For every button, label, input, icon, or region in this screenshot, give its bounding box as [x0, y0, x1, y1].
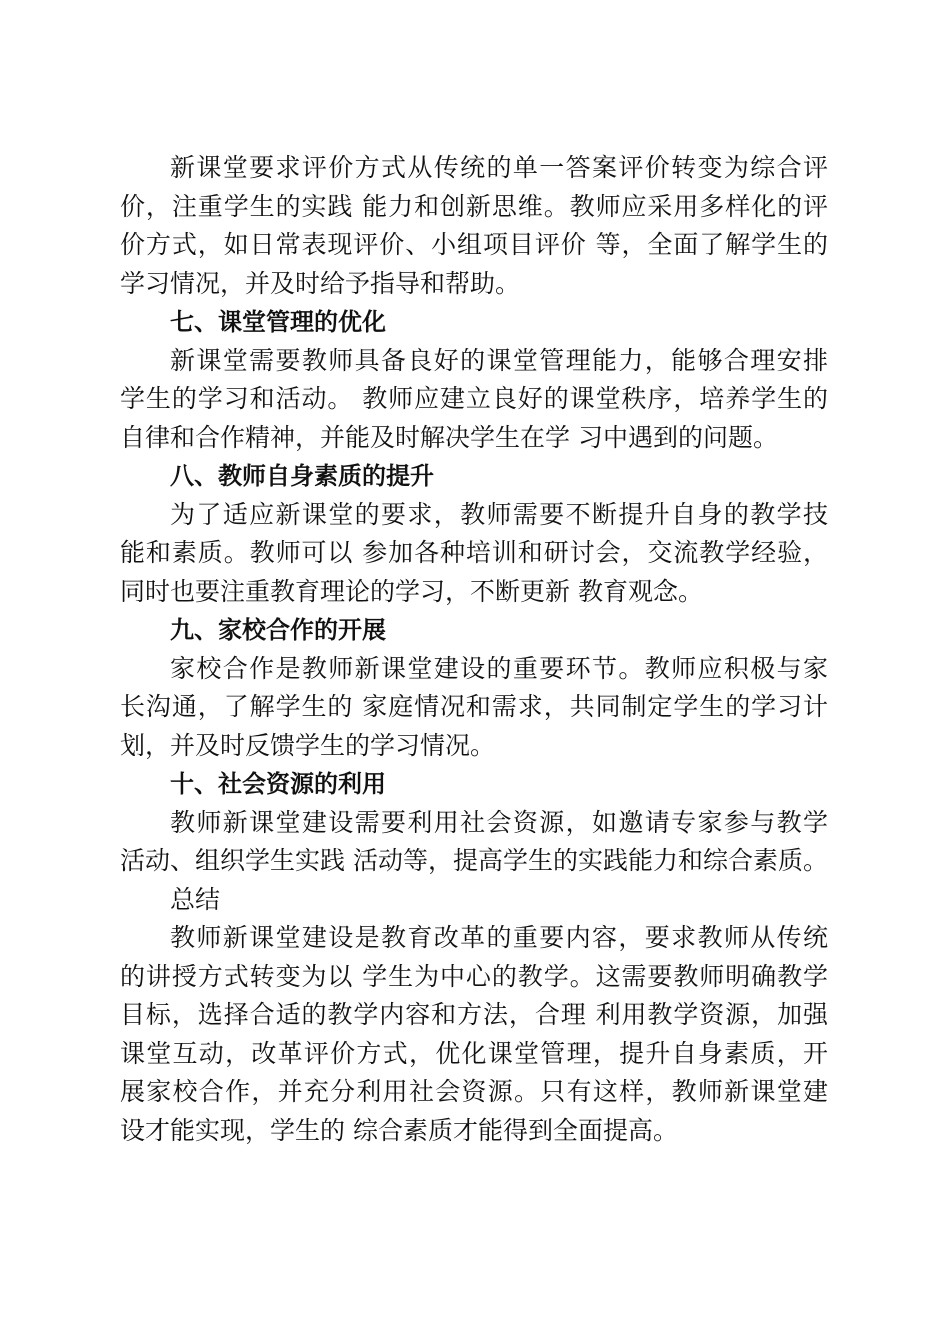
document-body [120, 149, 840, 1150]
paragraph-line: 教师新课堂建设需要利用社会资源，如邀请专家参与教学 [170, 807, 828, 837]
section-heading-10: 十、社会资源的利用 [170, 770, 386, 798]
section-heading-7: 七、课堂管理的优化 [170, 308, 386, 336]
paragraph-line: 学生的学习和活动。 教师应建立良好的课堂秩序，培养学生的 [120, 384, 828, 413]
paragraph-line: 课堂互动，改革评价方式，优化课堂管理，提升自身素质，开 [120, 1038, 828, 1068]
summary-heading: 总结 [170, 884, 221, 914]
paragraph-line: 新课堂要求评价方式从传统的单一答案评价转变为综合评 [170, 153, 828, 182]
paragraph-line: 学习情况，并及时给予指导和帮助。 [120, 268, 521, 298]
paragraph-line: 的讲授方式转变为以 学生为中心的教学。这需要教师明确教学 [120, 961, 828, 991]
paragraph-line: 家校合作是教师新课堂建设的重要环节。教师应积极与家 [170, 653, 828, 683]
paragraph-line: 自律和合作精神，并能及时解决学生在学 习中遇到的问题。 [120, 422, 778, 452]
paragraph-line: 价，注重学生的实践 能力和创新思维。教师应采用多样化的评 [120, 191, 828, 221]
paragraph-line: 教师新课堂建设是教育改革的重要内容，要求教师从传统 [170, 923, 828, 952]
paragraph-line: 设才能实现，学生的 综合素质才能得到全面提高。 [120, 1115, 678, 1145]
paragraph-line: 新课堂需要教师具备良好的课堂管理能力，能够合理安排 [170, 345, 828, 375]
paragraph-line: 展家校合作，并充分利用社会资源。只有这样，教师新课堂建 [120, 1077, 828, 1106]
section-heading-8: 八、教师自身素质的提升 [170, 462, 434, 490]
paragraph-line: 划，并及时反馈学生的学习情况。 [120, 730, 496, 760]
paragraph-line: 长沟通，了解学生的 家庭情况和需求，共同制定学生的学习计 [120, 692, 828, 721]
paragraph-line: 价方式，如日常表现评价、小组项目评价 等，全面了解学生的 [120, 230, 828, 259]
section-heading-9: 九、家校合作的开展 [170, 616, 386, 644]
paragraph-line: 能和素质。教师可以 参加各种培训和研讨会，交流教学经验， [120, 538, 828, 567]
paragraph-line: 为了适应新课堂的要求，教师需要不断提升自身的教学技 [170, 499, 828, 529]
paragraph-line: 活动、组织学生实践 活动等，提高学生的实践能力和综合素质。 [120, 846, 828, 875]
paragraph-line: 同时也要注重教育理论的学习，不断更新 教育观念。 [120, 576, 703, 606]
paragraph-line: 目标，选择合适的教学内容和方法，合理 利用教学资源，加强 [120, 1000, 828, 1029]
